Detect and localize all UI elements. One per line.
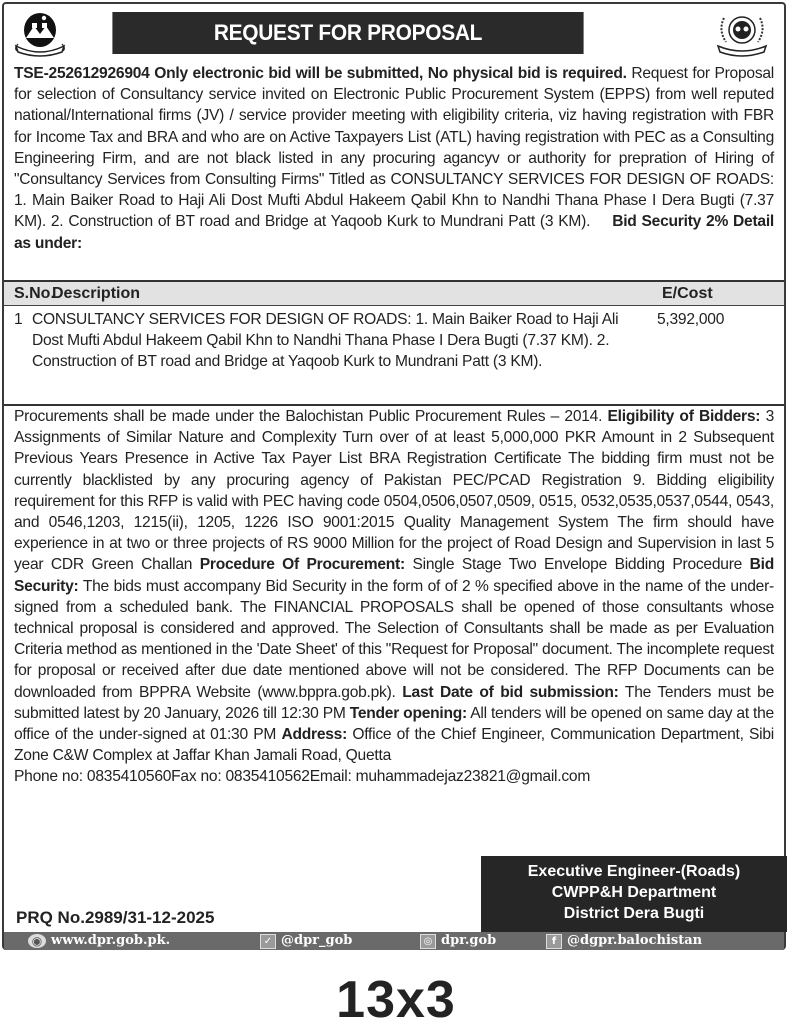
advertisement-frame bbox=[2, 2, 786, 950]
globe-icon: ◉ bbox=[28, 934, 46, 948]
signatory-department: CWPP&H Department bbox=[551, 884, 717, 901]
intro-text: Request for Proposal for selection of Consultancy service invited on Electronic Public Procurement System (EPPS) from well reputed national/International firms (JV) / service provider meeting with eligibility criteria, viz having registration with FBR for Income Tax and BRA and who are on Active Taxpayers List (ATL) having registration with PEC as a Consulting Engineering Firm, and are not black listed in any procuring agancyv or authority for prepration of Hiring of "Consultancy Services from Consulting Firms" Titled as CONSULTANCY SERVICES FOR DESIGN OF ROADS: 1. Main Baiker Road to Haji Ali Dost Mufti Abdul Hakeem Qabil Khn to Nandhi Thana Phase I Dera Bugti (7.37 KM). 2. Construction of BT road and Bridge at Yaqoob Kurk to Mundrani Patt (3 KM). bbox=[14, 65, 775, 231]
header-sno: S.No. bbox=[14, 285, 55, 302]
procedure-text: Single Stage Two Envelope Bidding Procedure bbox=[404, 556, 750, 574]
row-cost: 5,392,000 bbox=[657, 311, 725, 328]
details-paragraph bbox=[14, 406, 774, 788]
cost-table bbox=[4, 280, 784, 406]
balochistan-emblem-icon bbox=[12, 10, 68, 58]
procedure-label: Procedure Of Procurement: bbox=[199, 556, 405, 574]
header bbox=[4, 4, 784, 60]
dpr-emblem-icon bbox=[704, 10, 780, 58]
table-header bbox=[4, 282, 784, 306]
header-description: Description bbox=[52, 285, 141, 302]
last-date-text: The Tenders must be submitted latest by 20 January, 2026 till 12:30 PM bbox=[14, 683, 775, 722]
facebook-handle[interactable]: @dgpr.balochistan bbox=[567, 933, 703, 948]
last-date-label: Last Date of bid submission: bbox=[402, 683, 619, 701]
footer-social-bar bbox=[4, 932, 784, 950]
bid-security-note: Bid Security 2% Detail as under: bbox=[14, 213, 775, 252]
signatory-district: District Dera Bugti bbox=[563, 905, 705, 922]
bid-security-text: The bids must accompany Bid Security in the form of of 2 % specified above in the name of the under-signed from a scheduled bank. The FINANCIAL PROPOSALS shall be opened of those consultants whose technical proposal is considered and approved. The Selection of Consultants shall be made as per Evaluation Criteria method as mentioned in the 'Date Sheet' of this "Request for Proposal" document. The incomplete request for proposal or received after due date mentioned above will not be considered. The RFP Documents can be downloaded from BPPRA Website (www.bppra.gob.pk). bbox=[14, 577, 774, 701]
table-row bbox=[4, 306, 784, 406]
footer-website[interactable] bbox=[28, 932, 170, 950]
facebook-icon: f bbox=[546, 934, 562, 949]
footer-facebook[interactable] bbox=[546, 932, 702, 950]
footer-twitter[interactable] bbox=[260, 932, 352, 950]
footer-instagram[interactable] bbox=[420, 932, 496, 950]
address-text: Office of the Chief Engineer, Communication Department, Sibi Zone C&W Complex at Jaffar Khan Jamali Road, Quetta bbox=[14, 726, 774, 765]
row-description: CONSULTANCY SERVICES FOR DESIGN OF ROADS: 1. Main Baiker Road to Haji Ali Dost Mufti Abdul Hakeem Qabil Khn to Nandhi Thana Phase I Dera Bugti (7.37 KM). 2. Construction of BT road and Bridge at Yaqoob Kurk to Mundrani Patt (3 KM). bbox=[32, 311, 619, 371]
bid-security-label: Bid Security: bbox=[14, 556, 774, 595]
header-cost: E/Cost bbox=[662, 285, 713, 302]
row-sno: 1 bbox=[14, 311, 23, 328]
twitter-icon: ✓ bbox=[260, 934, 276, 949]
signature-block bbox=[481, 856, 787, 932]
contact-line: Phone no: 0835410560Fax no: 0835410562Email: muhammadejaz23821@gmail.com bbox=[14, 768, 591, 786]
eligibility-label: Eligibility of Bidders: bbox=[607, 408, 761, 425]
tender-opening-label: Tender opening: bbox=[349, 704, 467, 722]
ad-size-label: 13x3 bbox=[336, 971, 456, 1029]
instagram-handle[interactable]: dpr.gob bbox=[441, 933, 497, 948]
website-link[interactable]: www.dpr.gob.pk. bbox=[51, 933, 171, 948]
signatory-title: Executive Engineer-(Roads) bbox=[527, 863, 741, 880]
twitter-handle[interactable]: @dpr_gob bbox=[281, 933, 353, 948]
eligibility-text: 3 Assignments of Similar Nature and Complexity Turn over of at least 5,000,000 PKR Amount in 2 Subsequent Previous Years Presence in Active Tax Payer List BRA Registration Certificate The bidding firm must not be currently blacklisted by any procuring agency of Pakistan PEC/PCAD Registration 9. Bidding eligibility requirement for this RFP is valid with PEC having code 0504,0506,0507,0509, 0515, 0532,0535,0537,0544, 0543, and 0546,1203, 1215(ii), 1205, 1226 ISO 9001:2015 Quality Management System The firm should have experience in at two or three projects of RS 9000 Million for the project of Road Design and Supervision in last 5 year CDR Green Challan bbox=[14, 408, 774, 574]
tender-opening-text: All tenders will be opened on same day at the office of the under-signed at 01:30 PM bbox=[14, 704, 774, 744]
page-title: REQUEST FOR PROPOSAL bbox=[112, 12, 583, 54]
intro-paragraph bbox=[14, 63, 774, 254]
procurement-rules-text: Procurements shall be made under the Balochistan Public Procurement Rules – 2014. bbox=[14, 408, 608, 425]
address-label: Address: bbox=[281, 726, 348, 744]
tender-reference: TSE-252612926904 Only electronic bid will be submitted, No physical bid is required. bbox=[14, 65, 627, 82]
prq-number: PRQ No.2989/31-12-2025 bbox=[16, 908, 215, 927]
instagram-icon: ◎ bbox=[420, 934, 436, 949]
